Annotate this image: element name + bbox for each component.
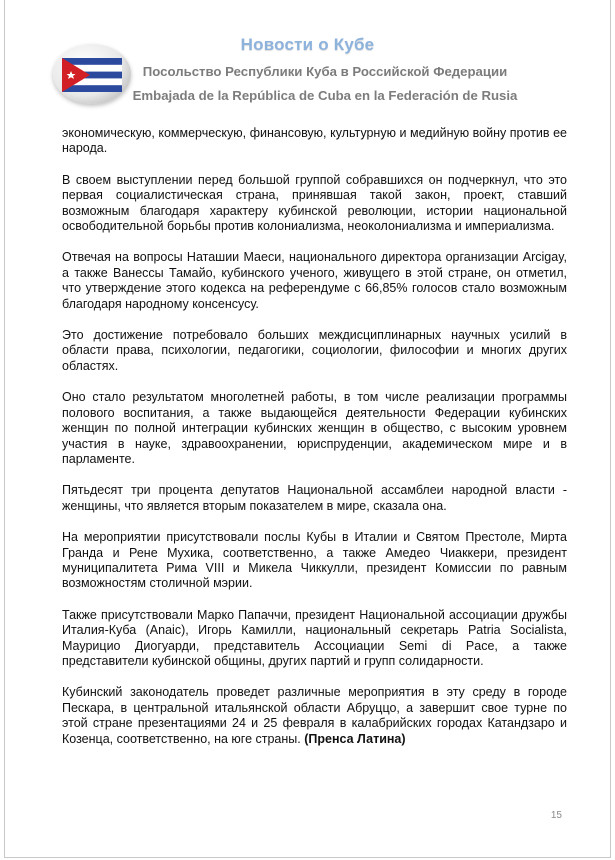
paragraph: экономическую, коммерческую, финансовую, культурную и медийную войну против ее народа. [62,126,567,156]
paragraph: Оно стало результатом многолетней работы, в том числе реализации программы полового воспитания, а также выдающейся деятельности Федерации кубинских женщин по полной интеграции кубинских женщин в общество, с высоким уровнем участия в науке, здравоохранении, юриспруденции, академическом мире и в парламенте. [62,390,567,466]
newsletter-title: Новости о Кубе [240,35,375,54]
last-paragraph-text: Кубинский законодатель проведет различные мероприятия в эту среду в городе Пескара, в центральной итальянской области Абруццо, а завершит свое турне по этой стране презентациями 24 и 25 февраля в калабрийских городах Катандзаро и Козенца, соответственно, на юге страны. [62,685,567,746]
last-paragraph [62,685,567,747]
news-source: (Пренса Латина) [304,731,406,746]
document-page [4,0,611,858]
paragraph: Отвечая на вопросы Наташии Маеси, национального директора организации Arcigay, а также Ванессы Тамайо, кубинского ученого, живущего в этой стране, он отметил, что утверждение этого кодекса на референдуме с 66,85% голосов стало возможным благодаря народному консенсусу. [62,250,567,311]
article-body [62,126,567,763]
paragraph: Также присутствовали Марко Папаччи, президент Национальной ассоциации дружбы Италия-Куба (Anaic), Игорь Камилли, национальный секретарь Patria Socialista, Маурицио Диогуарди, представитель Ассоциации Semi di Pace, а также представители кубинской общины, других партий и групп солидарности. [62,607,567,668]
paragraph: На мероприятии присутствовали послы Кубы в Италии и Святом Престоле, Мирта Гранда и Рене Мухика, соответственно, а также Амедео Чиаккери, президент муниципалитета Рима VIII и Микела Чиккулли, президент Комиссии по равным возможностям столичной мэрии. [62,530,567,591]
embassy-name-es: Embajada de la República de Cuba en la Federación de Rusia [132,88,518,103]
page-header [5,0,610,118]
page-number: 15 [550,810,562,821]
embassy-name-ru: Посольство Республики Куба в Российской Федерации [142,64,508,79]
paragraph: Это достижение потребовало больших междисциплинарных научных усилий в области права, психологии, педагогики, социологии, философии и многих других областях. [62,328,567,373]
paragraph: Пятьдесят три процента депутатов Национальной ассамблеи народной власти - женщины, что является вторым показателем в мире, сказала она. [62,483,567,513]
paragraph: В своем выступлении перед большой группой собравшихся он подчеркнул, что это первая социалистическая страна, принявшая такой закон, проект, ставший возможным благодаря характеру кубинской революции, истории национальной освободительной борьбы против колониализма, неоколониализма и империализма. [62,172,567,234]
